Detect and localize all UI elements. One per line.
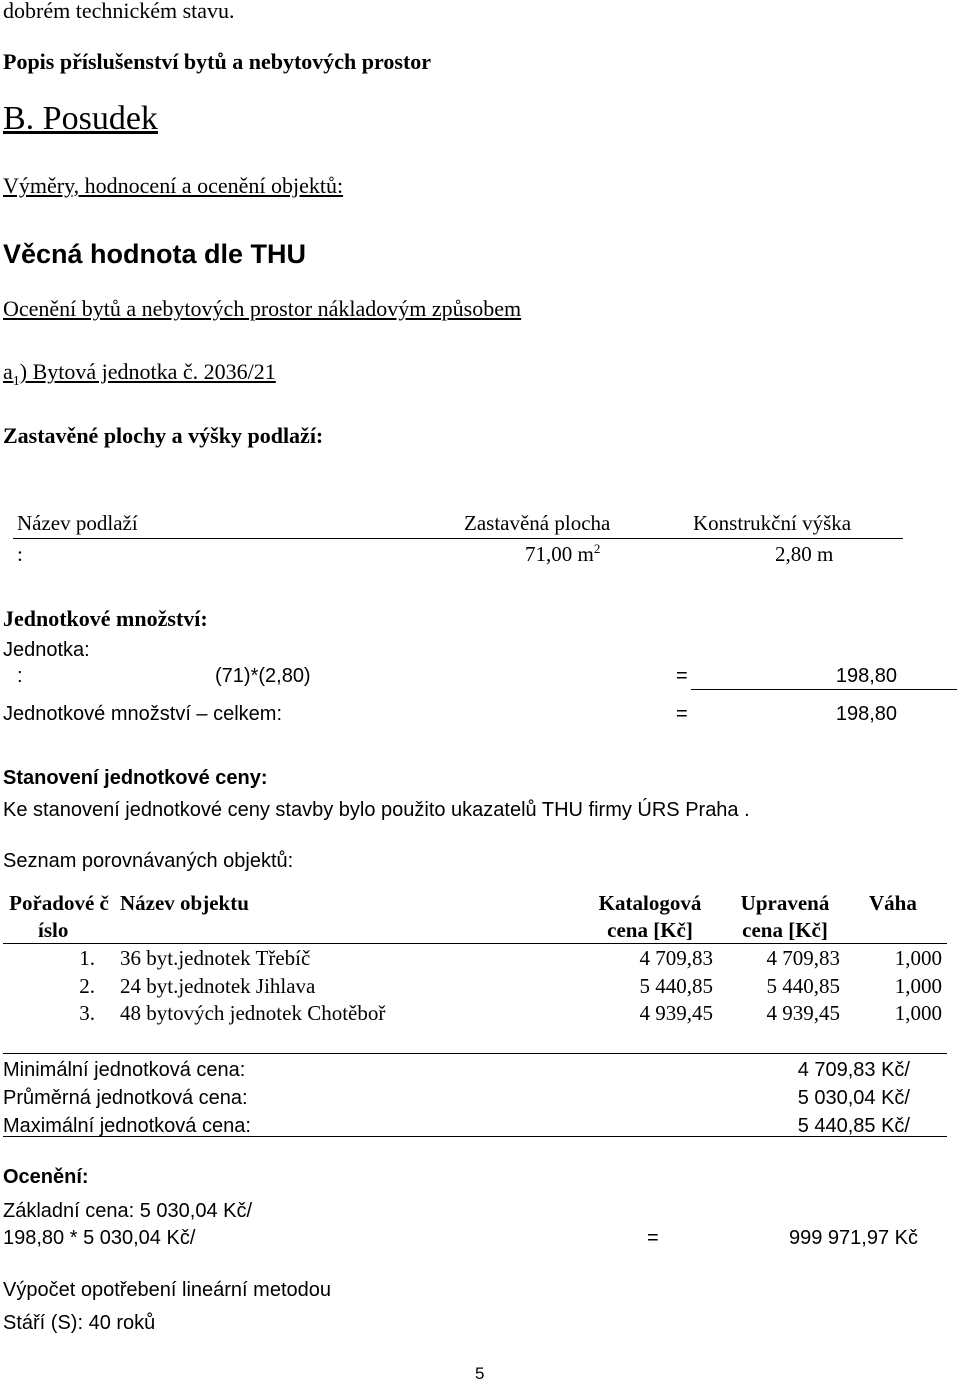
compare-header-catalog-1: Katalogová [598, 891, 702, 915]
compare-header-catalog-2: cena [Kč] [607, 918, 693, 942]
compare-header-name: Název objektu [120, 891, 249, 915]
quantity-formula: (71)*(2,80) [215, 665, 311, 687]
compare-header-order-1: Pořadové č [9, 891, 109, 915]
compare-row-no: 3. [79, 1001, 95, 1025]
compare-header-rule [3, 943, 947, 944]
compare-row-catalog: 4 709,83 [639, 946, 713, 970]
summary-avg-label: Průměrná jednotková cena: [3, 1087, 248, 1109]
compare-header-adjusted-1: Upravená [740, 891, 830, 915]
valuation-heading: Ocenění: [3, 1166, 89, 1188]
quantity-row-label: : [17, 665, 23, 687]
summary-max-value: 5 440,85 Kč/ [797, 1115, 910, 1137]
compare-header-order-2: íslo [38, 918, 69, 942]
floors-row-area-unit-exponent: 2 [593, 541, 601, 556]
valuation-calc-result: 999 971,97 Kč [789, 1227, 918, 1249]
floors-row-name: : [17, 542, 23, 566]
summary-avg-value: 5 030,04 Kč/ [797, 1087, 910, 1109]
summary-min-label: Minimální jednotková cena: [3, 1059, 246, 1081]
unit-price-heading: Stanovení jednotkové ceny: [3, 767, 268, 789]
quantity-heading: Jednotkové množství: [3, 606, 208, 631]
floors-row-area [525, 541, 601, 566]
compare-row-weight: 1,000 [894, 974, 942, 998]
compare-row-no: 1. [79, 946, 95, 970]
section-b-title: B. Posudek [3, 100, 158, 137]
thu-heading: Věcná hodnota dle THU [3, 239, 307, 269]
compare-row-no: 2. [79, 974, 95, 998]
wear-heading: Výpočet opotřebení lineární metodou [3, 1279, 331, 1301]
unit-subscript: 1 [12, 374, 20, 389]
quantity-total-equals: = [676, 703, 688, 725]
compare-row-adjusted: 4 939,45 [766, 1001, 840, 1025]
quantity-value: 198,80 [835, 665, 897, 687]
quantity-total-label: Jednotkové množství – celkem: [3, 703, 283, 725]
compare-row-catalog: 4 939,45 [639, 1001, 713, 1025]
quantity-unit-label: Jednotka: [3, 639, 90, 661]
accessories-heading: Popis příslušenství bytů a nebytových prostor [3, 49, 432, 74]
valuation-calc-equals: = [647, 1227, 659, 1249]
quantity-equals: = [676, 665, 688, 687]
floors-row-height: 2,80 m [775, 542, 834, 566]
summary-rule [3, 1053, 947, 1054]
floors-header-height: Konstrukční výška [693, 511, 852, 535]
floors-header-area: Zastavěná plocha [464, 511, 611, 535]
condition-text: dobrém technickém stavu. [3, 0, 235, 23]
age-text: Stáří (S): 40 roků [3, 1312, 156, 1334]
quantity-total-value: 198,80 [835, 703, 897, 725]
compare-row-catalog: 5 440,85 [639, 974, 713, 998]
valuation-base-price: Základní cena: 5 030,04 Kč/ [3, 1200, 253, 1222]
compare-header-weight: Váha [869, 891, 917, 915]
floors-row-area-value: 71,00 m [525, 542, 594, 566]
unit-title [3, 359, 276, 389]
floors-header-rule [13, 538, 903, 539]
valuation-calc-left: 198,80 * 5 030,04 Kč/ [3, 1227, 196, 1249]
compared-heading: Seznam porovnávaných objektů: [3, 850, 294, 872]
floors-header-name: Název podlaží [17, 511, 138, 535]
unit-title-text: ) Bytová jednotka č. 2036/21 [19, 359, 276, 384]
section-b-subtitle: Výměry, hodnocení a ocenění objektů: [3, 173, 344, 198]
method-heading: Ocenění bytů a nebytových prostor nákladovým způsobem [3, 296, 522, 321]
compare-row-name: 24 byt.jednotek Jihlava [120, 974, 316, 998]
compare-row-weight: 1,000 [894, 946, 942, 970]
compare-row-name: 48 bytových jednotek Chotěboř [120, 1001, 386, 1025]
compare-row-adjusted: 5 440,85 [766, 974, 840, 998]
summary-min-value: 4 709,83 Kč/ [797, 1059, 910, 1081]
floors-heading: Zastavěné plochy a výšky podlaží: [3, 423, 324, 448]
page-number: 5 [475, 1364, 485, 1383]
compare-row-name: 36 byt.jednotek Třebíč [120, 946, 311, 970]
quantity-sum-rule [691, 689, 957, 690]
compare-row-weight: 1,000 [894, 1001, 942, 1025]
summary-max-label: Maximální jednotková cena: [3, 1115, 251, 1137]
unit-price-description: Ke stanovení jednotkové ceny stavby bylo použito ukazatelů THU firmy ÚRS Praha . [3, 799, 750, 821]
unit-prefix: a [3, 359, 13, 384]
compare-header-adjusted-2: cena [Kč] [742, 918, 828, 942]
summary-bottom-rule [3, 1136, 947, 1137]
compare-row-adjusted: 4 709,83 [766, 946, 840, 970]
